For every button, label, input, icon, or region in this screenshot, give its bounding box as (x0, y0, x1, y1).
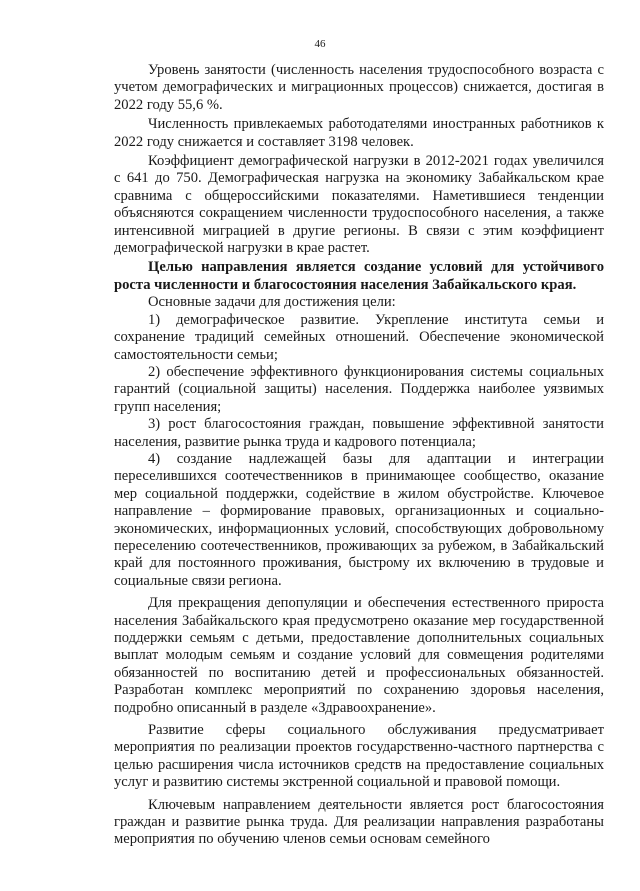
list-item-task-3: 3) рост благосостояния граждан, повышение эффективной занятости населения, развитие рынка труда и кадрового потенциала; (114, 416, 604, 450)
paragraph-foreign-workers: Численность привлекаемых работодателями иностранных работников к 2022 году снижается и составляет 3198 человек. (114, 116, 604, 150)
paragraph-depopulation: Для прекращения депопуляции и обеспечения естественного прироста населения Забайкальского края предусмотрено оказание мер государственной поддержки семьям с детьми, предоставление дополнительных социальных выплат молодым семьям и создание условий для совмещения родителями обязанностей по воспитанию детей и профессиональных обязанностей. Разработан комплекс мероприятий по сохранению здоровья населения, подробно описанный в разделе «Здравоохранение». (114, 595, 604, 716)
list-item-task-2: 2) обеспечение эффективного функционирования системы социальных гарантий (социальной защиты) населения. Поддержка наиболее уязвимых групп населения; (114, 363, 604, 415)
paragraph-employment-level: Уровень занятости (численность населения трудоспособного возраста с учетом демографических и миграционных процессов) снижается, достигая в 2022 году 55,6 %. (114, 62, 604, 113)
page-body (114, 62, 604, 849)
list-item-task-1: 1) демографическое развитие. Укрепление института семьи и сохранение традиций семейных отношений. Обеспечение экономической самостоятельности семьи; (114, 311, 604, 363)
paragraph-tasks-intro: Основные задачи для достижения цели: (148, 294, 396, 311)
paragraph-social-services: Развитие сферы социального обслуживания предусматривает мероприятия по реализации проектов государственно-частного партнерства с целью расширения числа источников средств на предоставление социальных услуг и развитию системы экстренной социальной и правовой помощи. (114, 722, 604, 791)
paragraph-labor-market: Ключевым направлением деятельности является рост благосостояния граждан и развитие рынка труда. Для реализации направления разработаны мероприятия по обучению членов семьи основам семейного (114, 796, 604, 848)
page-number: 46 (314, 38, 326, 50)
paragraph-demographic-load: Коэффициент демографической нагрузки в 2012-2021 годах увеличился с 641 до 750. Демографическая нагрузка на экономику Забайкальском крае сравнима с общероссийскими показателями. Наметившиеся тенденции объясняются сокращением численности трудоспособного населения, а также интенсивной миграцией в другие регионы. В связи с этим коэффициент демографической нагрузки в крае растет. (114, 153, 604, 257)
paragraph-goal: Целью направления является создание условий для устойчивого роста численности и благосостояния населения Забайкальского края. (114, 259, 604, 293)
list-item-task-4: 4) создание надлежащей базы для адаптации и интеграции переселившихся соотечественников в принимающее сообщество, оказание мер социальной поддержки, содействие в жилом обустройстве. Ключевое направление – формирование правовых, организационных и социально-экономических, информационных условий, способствующих добровольному переселению соотечественников, проживающих за рубежом, в Забайкальский край для постоянного проживания, быстрому их включению в трудовые и социальные связи региона. (114, 450, 604, 589)
